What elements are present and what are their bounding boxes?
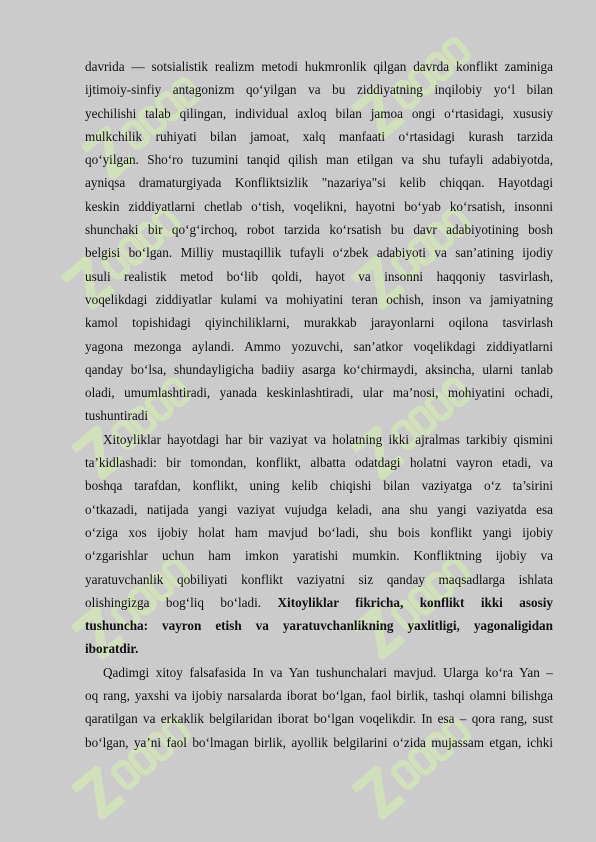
text-line: oq rang, yaxshi va ijobiy narsalarda iborat bo‘lgan, faol birlik, tashqi olamni bilishga: [85, 688, 553, 704]
text-line: voqelikdagi ziddiyatlar kulami va mohiyatini teran ochish, inson va jamiyatning: [85, 291, 553, 307]
text-line: o‘zgarishlar uchun ham imkon yaratishi mumkin. Konfliktning ijobiy va: [85, 548, 553, 564]
text-line: qaratilgan va erkaklik belgilaridan iborat bo‘lgan voqelikdir. In esa – qora rang, sust: [85, 711, 553, 727]
bold-text-line: tushuncha: vayron etish va yaratuvchanlikning yaxlitligi, yagonaligidan: [85, 618, 553, 634]
paragraph-3: [85, 661, 553, 754]
text-line: yechilishi talab qilingan, individual axloq bilan jamoa ongi o‘rtasidagi, xususiy: [85, 105, 553, 121]
text-line: qo‘yilgan. Sho‘ro tuzumini tanqid qilish man etilgan va shu tufayli adabiyotda,: [85, 152, 553, 168]
text-line: oladi, umumlashtiradi, yanada keskinlashtiradi, ular ma’nosi, mohiyatini ochadi,: [85, 385, 553, 401]
text-line: tushuntiradi: [85, 408, 149, 424]
paragraph-2: [85, 428, 553, 661]
text-line: mulkchilik ruhiyati bilan jamoat, xalq manfaati o‘rtasidagi kurash tarzida: [85, 128, 553, 144]
text-line: yaratuvchanlik qobiliyati konflikt vaziyatni siz qanday maqsadlarga ishlata: [85, 571, 553, 587]
bold-text-span: Xitoyliklar fikricha, konflikt ikki asosiy: [277, 594, 553, 610]
text-line-mixed: [85, 591, 553, 614]
text-line: o‘ziga xos ijobiy holat ham mavjud bo‘ladi, shu bois konflikt yangi ijobiy: [85, 524, 553, 540]
text-line: davrida — sotsialistik realizm metodi hukmronlik qilgan davrda konflikt zaminiga: [85, 59, 553, 74]
text-line: kamol topishidagi qiyinchiliklarni, murakkab jarayonlarni oqilona tasvirlash: [85, 315, 553, 331]
paragraph-1: [85, 55, 553, 428]
bold-text-line: iboratdir.: [85, 641, 139, 657]
text-line: boshqa tarafdan, konflikt, uning kelib chiqishi bilan vaziyatga o‘z ta’sirini: [85, 478, 553, 494]
text-line: yagona mezonga aylandi. Ammo yozuvchi, san’atkor voqelikdagi ziddiyatlarni: [85, 338, 553, 354]
text-line: shunchaki bir qo‘g‘irchoq, robot tarzida ko‘rsatish bu davr adabiyotining bosh: [85, 222, 553, 238]
text-line: keskin ziddiyatlarni chetlab o‘tish, voqelikni, hayotni bo‘yab ko‘rsatish, insonni: [85, 198, 553, 214]
document-body: [85, 55, 553, 754]
text-line: o‘tkazadi, natijada yangi vaziyat vujudga keladi, ana shu yangi vaziyatda esa: [85, 501, 553, 517]
text-span: olishingizga bog‘liq bo‘ladi.: [85, 594, 278, 610]
text-line: ta’kidlashadi: bir tomondan, konflikt, albatta odatdagi holatni vayron etadi, va: [85, 455, 553, 471]
text-line: bo‘lgan, ya’ni faol bo‘lmagan birlik, ayollik belgilarini o‘zida mujassam etgan, ichki: [85, 734, 553, 750]
text-line: Xitoyliklar hayotdagi har bir vaziyat va holatning ikki ajralmas tarkibiy qismini: [103, 431, 553, 447]
text-line: usuli realistik metod bo‘lib qoldi, hayot va insonni haqqoniy tasvirlash,: [85, 268, 553, 284]
text-line: belgisi bo‘lgan. Milliy mustaqillik tufayli o‘zbek adabiyoti va san’atining ijodiy: [85, 245, 553, 261]
text-line: ayniqsa dramaturgiyada Konfliktsizlik "nazariya"si kelib chiqqan. Hayotdagi: [85, 175, 553, 191]
text-line: ijtimoiy-sinfiy antagonizm qo‘yilgan va bu ziddiyatning inqilobiy yo‘l bilan: [85, 82, 553, 98]
text-line: qanday bo‘lsa, shundayligicha badiiy asarga ko‘chirmaydi, aksincha, ularni tanlab: [85, 361, 553, 377]
text-line: Qadimgi xitoy falsafasida In va Yan tushunchalari mavjud. Ularga ko‘ra Yan –: [103, 664, 553, 680]
